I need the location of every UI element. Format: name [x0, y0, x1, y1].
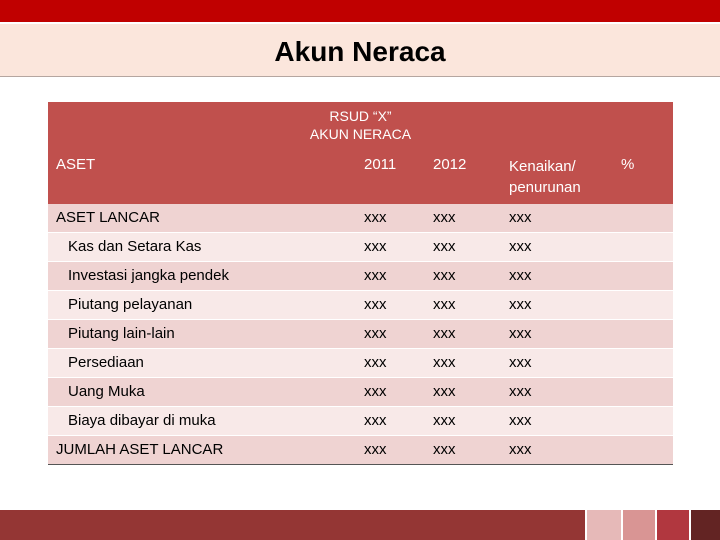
- top-accent-bar: [0, 0, 720, 22]
- row-value-2012: xxx: [423, 204, 501, 233]
- table-subtitle: AKUN NERACA: [309, 126, 412, 142]
- row-value-change: xxx: [501, 349, 611, 378]
- row-value-2011: xxx: [350, 262, 423, 291]
- row-value-2012: xxx: [423, 233, 501, 262]
- table-row: [48, 233, 673, 262]
- row-value-percent: [611, 349, 673, 378]
- header-change-line1: Kenaikan/: [509, 158, 576, 175]
- header-change: [501, 152, 611, 204]
- row-value-change: xxx: [501, 378, 611, 407]
- row-value-percent: [611, 436, 673, 465]
- strip-swatch-3: [657, 510, 689, 540]
- row-account-name: Uang Muka: [48, 378, 350, 407]
- row-value-change: xxx: [501, 204, 611, 233]
- accounts-table: [48, 152, 673, 465]
- row-value-2011: xxx: [350, 378, 423, 407]
- row-value-percent: [611, 204, 673, 233]
- table-row: [48, 204, 673, 233]
- row-value-2012: xxx: [423, 291, 501, 320]
- row-account-name: ASET LANCAR: [48, 204, 350, 233]
- row-value-2012: xxx: [423, 436, 501, 465]
- row-value-2012: xxx: [423, 378, 501, 407]
- strip-main-block: [0, 510, 585, 540]
- table-row: [48, 349, 673, 378]
- header-change-line2: penurunan: [509, 179, 581, 196]
- row-value-percent: [611, 291, 673, 320]
- row-value-change: xxx: [501, 436, 611, 465]
- strip-swatch-1: [587, 510, 621, 540]
- table-row: [48, 378, 673, 407]
- row-value-2012: xxx: [423, 349, 501, 378]
- strip-swatch-4: [691, 510, 720, 540]
- row-value-2012: xxx: [423, 262, 501, 291]
- row-value-2011: xxx: [350, 407, 423, 436]
- table-row: [48, 436, 673, 465]
- org-name: RSUD “X”: [329, 108, 392, 124]
- row-value-percent: [611, 262, 673, 291]
- page-title: Akun Neraca: [274, 36, 446, 67]
- row-value-2011: xxx: [350, 349, 423, 378]
- row-account-name: Kas dan Setara Kas: [48, 233, 350, 262]
- header-2011: 2011: [350, 152, 423, 204]
- row-value-percent: [611, 407, 673, 436]
- strip-swatch-2: [623, 510, 655, 540]
- row-account-name: Piutang lain-lain: [48, 320, 350, 349]
- table-row: [48, 407, 673, 436]
- row-value-2012: xxx: [423, 320, 501, 349]
- row-value-change: xxx: [501, 320, 611, 349]
- row-value-percent: [611, 233, 673, 262]
- row-account-name: Investasi jangka pendek: [48, 262, 350, 291]
- table-caption: [48, 102, 673, 152]
- header-2012: 2012: [423, 152, 501, 204]
- row-account-name: Persediaan: [48, 349, 350, 378]
- header-percent: %: [611, 152, 673, 204]
- row-value-2011: xxx: [350, 233, 423, 262]
- row-value-2012: xxx: [423, 407, 501, 436]
- row-value-2011: xxx: [350, 204, 423, 233]
- row-account-name: Piutang pelayanan: [48, 291, 350, 320]
- row-value-change: xxx: [501, 233, 611, 262]
- table-row: [48, 291, 673, 320]
- row-account-name: JUMLAH ASET LANCAR: [48, 436, 350, 465]
- row-value-percent: [611, 378, 673, 407]
- row-value-change: xxx: [501, 407, 611, 436]
- row-value-2011: xxx: [350, 436, 423, 465]
- row-account-name: Biaya dibayar di muka: [48, 407, 350, 436]
- bottom-decorative-strip: [0, 510, 720, 540]
- row-value-percent: [611, 320, 673, 349]
- table-row: [48, 262, 673, 291]
- table-row: [48, 320, 673, 349]
- row-value-2011: xxx: [350, 291, 423, 320]
- column-header-row: [48, 152, 673, 204]
- balance-sheet-table: [48, 102, 673, 465]
- row-value-2011: xxx: [350, 320, 423, 349]
- row-value-change: xxx: [501, 262, 611, 291]
- row-value-change: xxx: [501, 291, 611, 320]
- header-asset: ASET: [48, 152, 350, 204]
